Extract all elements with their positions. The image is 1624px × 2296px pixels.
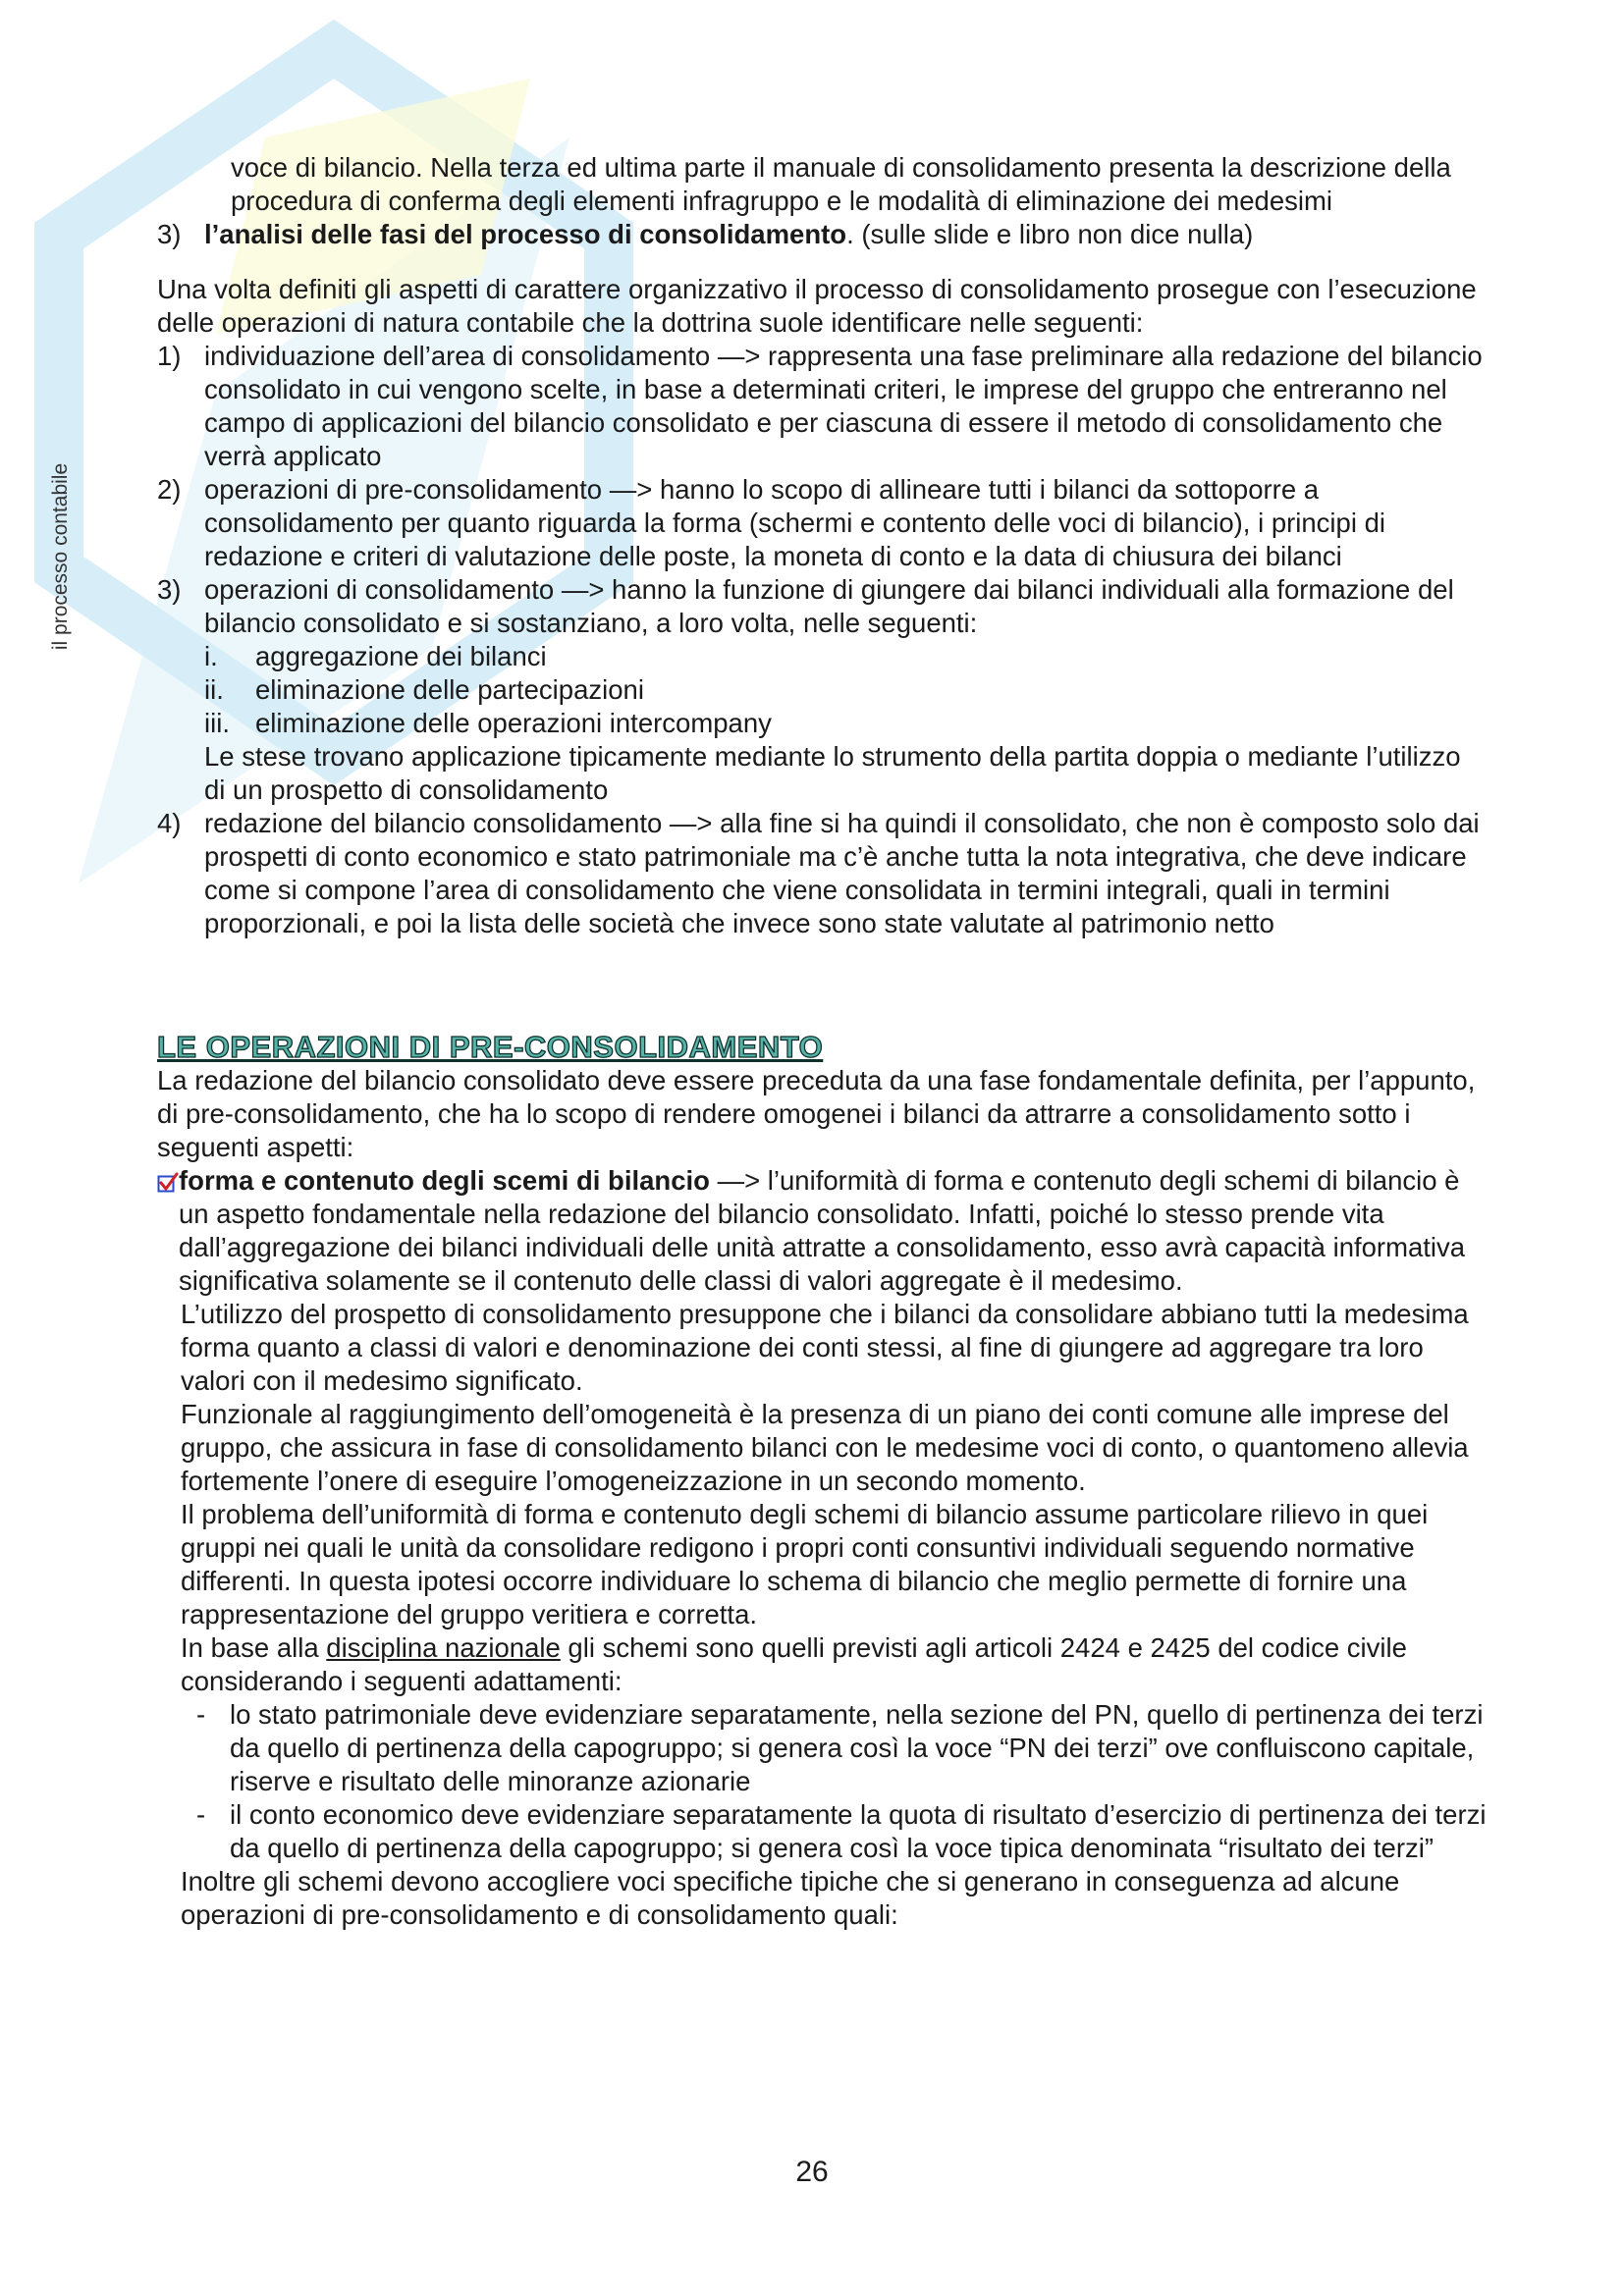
dash-item [157, 1798, 1488, 1865]
checkbox-checked-icon [157, 1168, 179, 1302]
sub-item-text: eliminazione delle operazioni intercompany [255, 708, 772, 738]
phase-text: redazione del bilancio consolidamento —> alla fine si ha quindi il consolidato, che non è composto solo dai prospetti di conto economico e stato patrimoniale ma c’è anche tutta la nota integrativa, che deve indicare come si compone l’area di consolidamento che viene consolidata in termini integrali, quali in termini proporzionali, e poi la lista delle società che invece sono state valutate al patrimonio netto [204, 808, 1480, 938]
phase-item [157, 573, 1488, 640]
roman-number: iii. [204, 708, 230, 738]
sub-item-text: eliminazione delle partecipazioni [255, 674, 644, 705]
roman-number: i. [204, 641, 218, 671]
section-intro: La redazione del bilancio consolidato deve essere preceduta da una fase fondamentale definita, per l’appunto, di pre-consolidamento, che ha lo scopo di rendere omogenei i bilanci da attrarre a consolidamento sotto i seguenti aspetti: [157, 1065, 1476, 1162]
dash-item [157, 1698, 1488, 1798]
list-number: 3) [157, 219, 182, 249]
phase-item [157, 473, 1488, 573]
phase-text: operazioni di pre-consolidamento —> hanno lo scopo di allineare tutti i bilanci da sottoporre a consolidamento per quanto riguarda la forma (schermi e contento delle voci di bilancio), i principi di redazione e criteri di valutazione delle poste, la moneta di conto e la data di chiusura dei bilanci [204, 474, 1385, 571]
bold-text: forma e contenuto degli scemi di bilancio [179, 1165, 710, 1196]
phase-item [157, 340, 1488, 473]
section-title: LE OPERAZIONI DI PRE-CONSOLIDAMENTO [157, 1030, 824, 1064]
sub-item [157, 673, 1488, 707]
sub-item [157, 640, 1488, 673]
item-text: . (sulle slide e libro non dice nulla) [846, 219, 1254, 249]
paragraph-inoltre: Inoltre gli schemi devono accogliere voci specifiche tipiche che si generano in conseguenza ad alcune operazioni di pre-consolidamento e di consolidamento quali: [181, 1866, 1400, 1930]
phase3-note: Le stese trovano applicazione tipicamente mediante lo strumento della partita doppia o mediante l’utilizzo di un prospetto di consolidamento [204, 741, 1461, 805]
page-content [157, 151, 1488, 1932]
page-number: 26 [795, 2156, 829, 2188]
phase-text: operazioni di consolidamento —> hanno la funzione di giungere dai bilanci individuali alla formazione del bilancio consolidato e si sostanziano, a loro volta, nelle seguenti: [204, 574, 1454, 638]
dash-text: lo stato patrimoniale deve evidenziare separatamente, nella sezione del PN, quello di pertinenza dei terzi da quello di pertinenza della capogruppo; si genera così la voce “PN dei terzi” ove confluiscono capitale, riserve e risultato delle minoranze azionarie [230, 1699, 1484, 1796]
roman-number: ii. [204, 674, 224, 705]
list-item-analysis [157, 218, 1488, 251]
list-number: 3) [157, 574, 182, 605]
text: gli schemi sono quelli previsti agli articoli 2424 e 2425 del codice civile considerando i seguenti adattamenti: [181, 1632, 1407, 1696]
bullet-text: —> l’uniformità di forma e contenuto degli schemi di bilancio è un aspetto fondamentale nella redazione del bilancio consolidato. Infatti, poiché lo stesso prende vita dall’aggregazione dei bilanci individuali delle unità attratte a consolidamento, esso avrà capacità informativa significativa solamente se il contenuto delle classi di valori aggregate è il medesimo. [179, 1165, 1466, 1296]
list-number: 4) [157, 808, 182, 838]
paragraph-prospetto: L’utilizzo del prospetto di consolidamento presuppone che i bilanci da consolidare abbiano tutti la medesima forma quanto a classi di valori e denominazione dei conti stessi, al fine di giungere ad aggregare tra loro valori con il medesimo significato. [181, 1299, 1469, 1396]
dash-marker: - [196, 1799, 206, 1830]
list-number: 1) [157, 341, 182, 371]
phase-text: individuazione dell’area di consolidamento —> rappresenta una fase preliminare alla redazione del bilancio consolidato in cui vengono scelte, in base a determinati criteri, le imprese del gruppo che entreranno nel campo di applicazioni del bilancio consolidato e per ciascuna di essere il metodo di consolidamento che verrà applicato [204, 341, 1483, 471]
continued-paragraph: voce di bilancio. Nella terza ed ultima parte il manuale di consolidamento presenta la descrizione della procedura di conferma degli elementi infragruppo e le modalità di eliminazione dei medesimi [231, 152, 1451, 216]
paragraph-base [157, 1631, 1488, 1698]
paragraph-funzionale: Funzionale al raggiungimento dell’omogeneità è la presenza di un piano dei conti comune alle imprese del gruppo, che assicura in fase di consolidamento bilanci con le medesime voci di conto, o quantomeno allevia fortemente l’onere di eseguire l’omogeneizzazione in un secondo momento. [181, 1399, 1469, 1496]
dash-marker: - [196, 1699, 206, 1730]
checkbox-bullet-item [157, 1164, 1488, 1298]
paragraph-problema: Il problema dell’uniformità di forma e contenuto degli schemi di bilancio assume particolare rilievo in quei gruppi nei quali le unità da consolidare redigono i propri conti consuntivi individuali seguendo normative differenti. In questa ipotesi occorre individuare lo schema di bilancio che meglio permette di fornire una rappresentazione del gruppo veritiera e corretta. [181, 1499, 1429, 1629]
list-number: 2) [157, 474, 182, 505]
sub-item [157, 707, 1488, 740]
underlined-text: disciplina nazionale [326, 1632, 561, 1663]
bold-text: l’analisi delle fasi del processo di consolidamento [204, 219, 847, 249]
text: In base alla [181, 1632, 327, 1663]
side-section-label: il processo contabile [49, 462, 72, 651]
dash-text: il conto economico deve evidenziare separatamente la quota di risultato d’esercizio di pertinenza dei terzi da quello di pertinenza della capogruppo; si genera così la voce tipica denominata “risultato dei terzi” [230, 1799, 1487, 1863]
intro-paragraph: Una volta definiti gli aspetti di carattere organizzativo il processo di consolidamento prosegue con l’esecuzione delle operazioni di natura contabile che la dottrina suole identificare nelle seguenti: [157, 274, 1477, 338]
phase-item [157, 807, 1488, 940]
sub-item-text: aggregazione dei bilanci [255, 641, 547, 671]
